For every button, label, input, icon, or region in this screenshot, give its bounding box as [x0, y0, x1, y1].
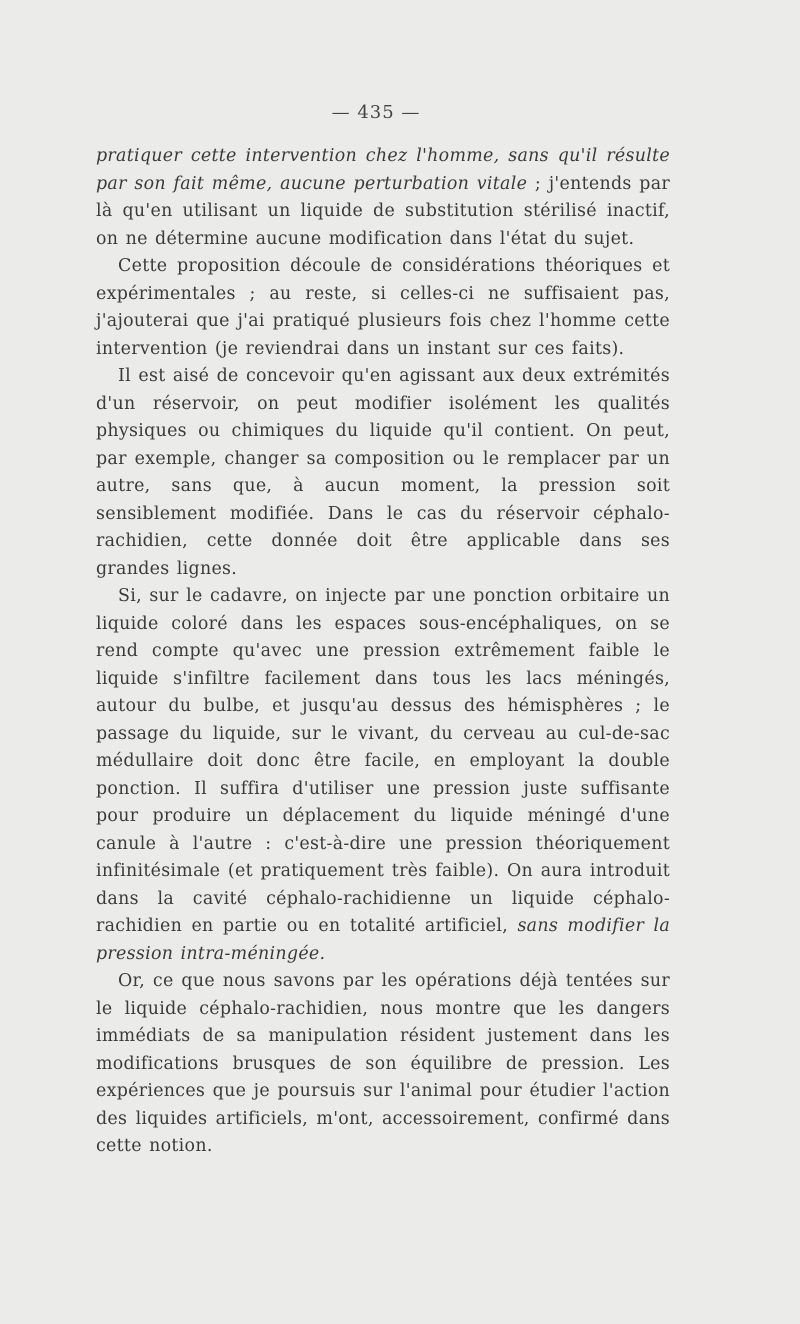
- page-number: — 435 —: [331, 102, 421, 123]
- text-segment: Il est aisé de concevoir qu'en agissant aux deux extrémités d'un réservoir, on peut modifier isolément les qualités physiques ou chimiques du liquide qu'il contient. On peut, par exemple, changer sa composition ou le remplacer par un autre, sans que, à aucun moment, la pression soit sensiblement modifiée. Dans le cas du réservoir céphalo-rachidien, cette donnée doit être applicable dans ses grandes lignes.: [96, 366, 670, 579]
- paragraph: [96, 968, 670, 1161]
- text-segment: Or, ce que nous savons par les opérations déjà tentées sur le liquide céphalo-rachidien, nous montre que les dangers immédiats de sa manipulation résident justement dans les modifications brusques de son équilibre de pression. Les expériences que je poursuis sur l'animal pour étudier l'action des liquides artificiels, m'ont, accessoirement, confirmé dans cette notion.: [96, 971, 670, 1156]
- italic-phrase: pratiquer cette intervention chez l'homme, sans qu'il résulte par son fait même, aucune perturbation vitale: [96, 146, 670, 194]
- body-text: [96, 143, 670, 1161]
- text-segment: Cette proposition découle de considérations théoriques et expérimentales ; au reste, si celles-ci ne suffisaient pas, j'ajouterai que j'ai pratiqué plusieurs fois chez l'homme cette intervention (je reviendrai dans un instant sur ces faits).: [96, 256, 670, 359]
- paragraph: [96, 583, 670, 968]
- paragraph-continuation: [96, 143, 670, 253]
- text-segment: ; j'entends par là qu'en utilisant un liquide de substitution stérilisé inactif, on ne détermine aucune modification dans l'état du sujet.: [96, 173, 670, 249]
- text-segment: Si, sur le cadavre, on injecte par une ponction orbitaire un liquide coloré dans les espaces sous-encéphaliques, on se rend compte qu'avec une pression extrêmement faible le liquide s'infiltre facilement dans tous les lacs méningés, autour du bulbe, et jusqu'au dessus des hémisphères ; le passage du liquide, sur le vivant, du cerveau au cul-de-sac médullaire doit donc être facile, en employant la double ponction. Il suffira d'utiliser une pression juste suffisante pour produire un déplacement du liquide méningé d'une canule à l'autre : c'est-à-dire une pression théoriquement infinitésimale (et pratiquement très faible). On aura introduit dans la cavité céphalo-rachidienne un liquide céphalo-rachidien en partie ou en totalité artificiel,: [96, 586, 670, 936]
- paragraph: [96, 363, 670, 583]
- paragraph: [96, 253, 670, 363]
- italic-phrase: sans modifier la pression intra-méningée.: [96, 916, 670, 964]
